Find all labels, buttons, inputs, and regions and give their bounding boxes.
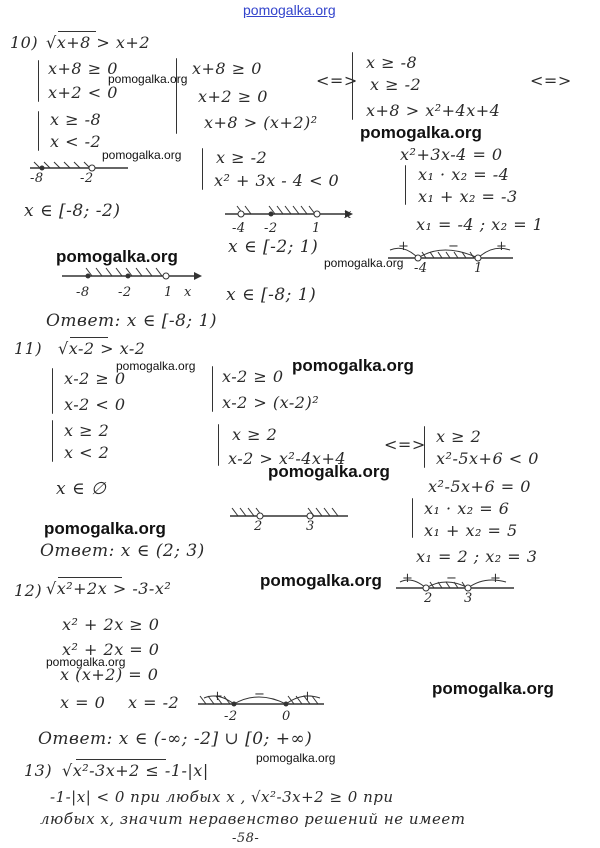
p10-iff-1: <=> — [316, 71, 358, 90]
p11-radical-bar — [70, 337, 108, 338]
watermark-4: pomogalka.org — [56, 247, 178, 266]
p12-line-4a: x = 0 — [60, 693, 106, 712]
p12-sign-minus: − — [254, 687, 266, 702]
p10-system4-brace — [352, 52, 353, 120]
p11-system4-a: x ≥ 2 — [232, 425, 278, 444]
p11-number: 11) — [14, 339, 43, 358]
p11-vieta-sum: x₁ + x₂ = 5 — [424, 521, 518, 540]
p10-system2-b: x < -2 — [50, 132, 102, 151]
watermark-8: pomogalka.org — [268, 462, 390, 481]
p10-nl2-label-c: 1 — [312, 221, 321, 236]
p10-sign-minus: − — [448, 239, 460, 254]
p11-system3-brace — [212, 366, 213, 412]
p12-inequality: √x²+2x > -3-x² — [46, 579, 172, 598]
p13-radical-bar — [76, 759, 166, 760]
p11-iff: <=> — [384, 435, 426, 454]
p10-iff-2: <=> — [530, 71, 572, 90]
p11-system3-a: x-2 ≥ 0 — [222, 367, 284, 386]
p11-system4-brace — [218, 424, 219, 466]
p10-nl4-label-c: 1 — [164, 285, 173, 300]
p10-system3-b: x+2 ≥ 0 — [198, 87, 268, 106]
p10-nl2-label-a: -4 — [232, 221, 246, 236]
watermark-12: pomogalka.org — [432, 679, 554, 698]
p10-system1-brace — [38, 60, 39, 102]
p12-sign-label-a: -2 — [224, 709, 238, 724]
p10-nl4-label-b: -2 — [118, 285, 132, 300]
p10-number: 10) — [10, 33, 39, 52]
p11-system5-a: x ≥ 2 — [436, 427, 482, 446]
watermark-1: pomogalka.org — [108, 72, 188, 86]
p11-system2-a: x ≥ 2 — [64, 421, 110, 440]
p10-vieta-product: x₁ · x₂ = -4 — [418, 165, 510, 184]
p11-system1-b: x-2 < 0 — [64, 395, 126, 414]
p11-system3-b: x-2 > (x-2)² — [222, 393, 320, 412]
p12-sign-label-b: 0 — [282, 709, 291, 724]
watermark-13: pomogalka.org — [256, 751, 336, 765]
p11-roots: x₁ = 2 ; x₂ = 3 — [416, 547, 538, 566]
p12-line-4b: x = -2 — [128, 693, 180, 712]
watermark-10: pomogalka.org — [260, 571, 382, 590]
p10-system5-brace — [202, 148, 203, 190]
p10-system5-a: x ≥ -2 — [216, 148, 268, 167]
p10-system4-a: x ≥ -8 — [366, 53, 418, 72]
p11-system1-brace — [52, 368, 53, 414]
p10-nl1-label-a: -8 — [30, 171, 44, 186]
p10-nl2-label-x: x — [344, 207, 352, 222]
p10-sign-label-a: -4 — [414, 261, 428, 276]
p11-system1-a: x-2 ≥ 0 — [64, 369, 126, 388]
watermark-2: pomogalka.org — [360, 123, 482, 142]
p10-system3-brace — [176, 58, 177, 134]
p10-system4-b: x ≥ -2 — [370, 75, 422, 94]
p10-system2-a: x ≥ -8 — [50, 110, 102, 129]
watermark-top: pomogalka.org — [243, 2, 336, 18]
p10-answer-3: x ∈ [-8; 1) — [226, 285, 317, 305]
p10-vieta-sum: x₁ + x₂ = -3 — [418, 187, 518, 206]
p10-sign-plus-2: + — [496, 239, 508, 254]
watermark-6: pomogalka.org — [292, 356, 414, 375]
p11-sign-label-a: 2 — [424, 591, 433, 606]
p10-system1-a: x+8 ≥ 0 — [48, 59, 118, 78]
p12-final-answer: Ответ: x ∈ (-∞; -2] ∪ [0; +∞) — [38, 729, 313, 749]
watermark-3: pomogalka.org — [102, 148, 182, 162]
watermark-11: pomogalka.org — [46, 655, 126, 669]
p11-inequality: √x-2 > x-2 — [58, 339, 146, 358]
p10-sign-plus-1: + — [398, 239, 410, 254]
p12-line-2: x² + 2x = 0 — [62, 640, 160, 659]
watermark-5: pomogalka.org — [324, 256, 404, 270]
p13-line-2: любых x, значит неравенство решений не имеет — [40, 810, 466, 828]
p10-system3-a: x+8 ≥ 0 — [192, 59, 262, 78]
p13-number: 13) — [24, 761, 53, 780]
p10-answer-2: x ∈ [-2; 1) — [228, 237, 319, 257]
p11-number-line-1 — [230, 504, 350, 534]
p10-quadratic: x²+3x-4 = 0 — [400, 145, 503, 164]
p10-final-answer: Ответ: x ∈ [-8; 1) — [46, 311, 218, 331]
p10-nl4-label-x: x — [184, 285, 192, 300]
page-number: -58- — [232, 831, 260, 846]
p10-nl1-label-b: -2 — [80, 171, 94, 186]
p11-nl1-label-a: 2 — [254, 519, 263, 534]
p10-system5-b: x² + 3x - 4 < 0 — [214, 171, 340, 190]
p11-vieta-brace — [412, 498, 413, 538]
p11-sign-plus-2: + — [490, 571, 502, 586]
p11-system4-b: x-2 > x²-4x+4 — [228, 449, 347, 468]
p12-sign-plus-1: + — [212, 689, 224, 704]
p11-sign-plus-1: + — [402, 571, 414, 586]
p11-system2-b: x < 2 — [64, 443, 110, 462]
p11-system5-brace — [424, 426, 425, 468]
p10-system1-b: x+2 < 0 — [48, 83, 118, 102]
watermark-9: pomogalka.org — [44, 519, 166, 538]
p10-answer-1: x ∈ [-8; -2) — [24, 201, 121, 221]
p12-line-3: x (x+2) = 0 — [60, 665, 159, 684]
p10-roots: x₁ = -4 ; x₂ = 1 — [416, 215, 544, 234]
p10-radical-bar — [58, 31, 96, 32]
p10-sign-label-b: 1 — [474, 261, 483, 276]
p10-system2-brace — [38, 111, 39, 151]
p10-nl4-label-a: -8 — [76, 285, 90, 300]
p10-system4-c: x+8 > x²+4x+4 — [366, 101, 501, 120]
p11-system2-brace — [52, 420, 53, 462]
p11-vieta-product: x₁ · x₂ = 6 — [424, 499, 510, 518]
p13-line-1: -1-|x| < 0 при любых x , √x²-3x+2 ≥ 0 при — [50, 788, 394, 806]
p10-nl2-label-b: -2 — [264, 221, 278, 236]
p12-line-1: x² + 2x ≥ 0 — [62, 615, 160, 634]
p10-vieta-brace — [405, 165, 406, 205]
p11-system5-b: x²-5x+6 < 0 — [436, 449, 539, 468]
p13-inequality: √x²-3x+2 ≤ -1-|x| — [62, 761, 209, 780]
p11-sign-label-b: 3 — [464, 591, 473, 606]
p11-final-answer: Ответ: x ∈ (2; 3) — [40, 541, 205, 561]
p11-sign-minus: − — [446, 571, 458, 586]
p11-nl1-label-b: 3 — [306, 519, 315, 534]
p10-system3-c: x+8 > (x+2)² — [204, 113, 318, 132]
p12-sign-plus-2: + — [302, 689, 314, 704]
p12-number: 12) — [14, 581, 43, 600]
p11-empty-set: x ∈ ∅ — [56, 479, 107, 499]
p10-inequality: √x+8 > x+2 — [46, 33, 150, 52]
p12-radical-bar — [58, 577, 122, 578]
p11-quadratic: x²-5x+6 = 0 — [428, 477, 531, 496]
watermark-7: pomogalka.org — [116, 359, 196, 373]
